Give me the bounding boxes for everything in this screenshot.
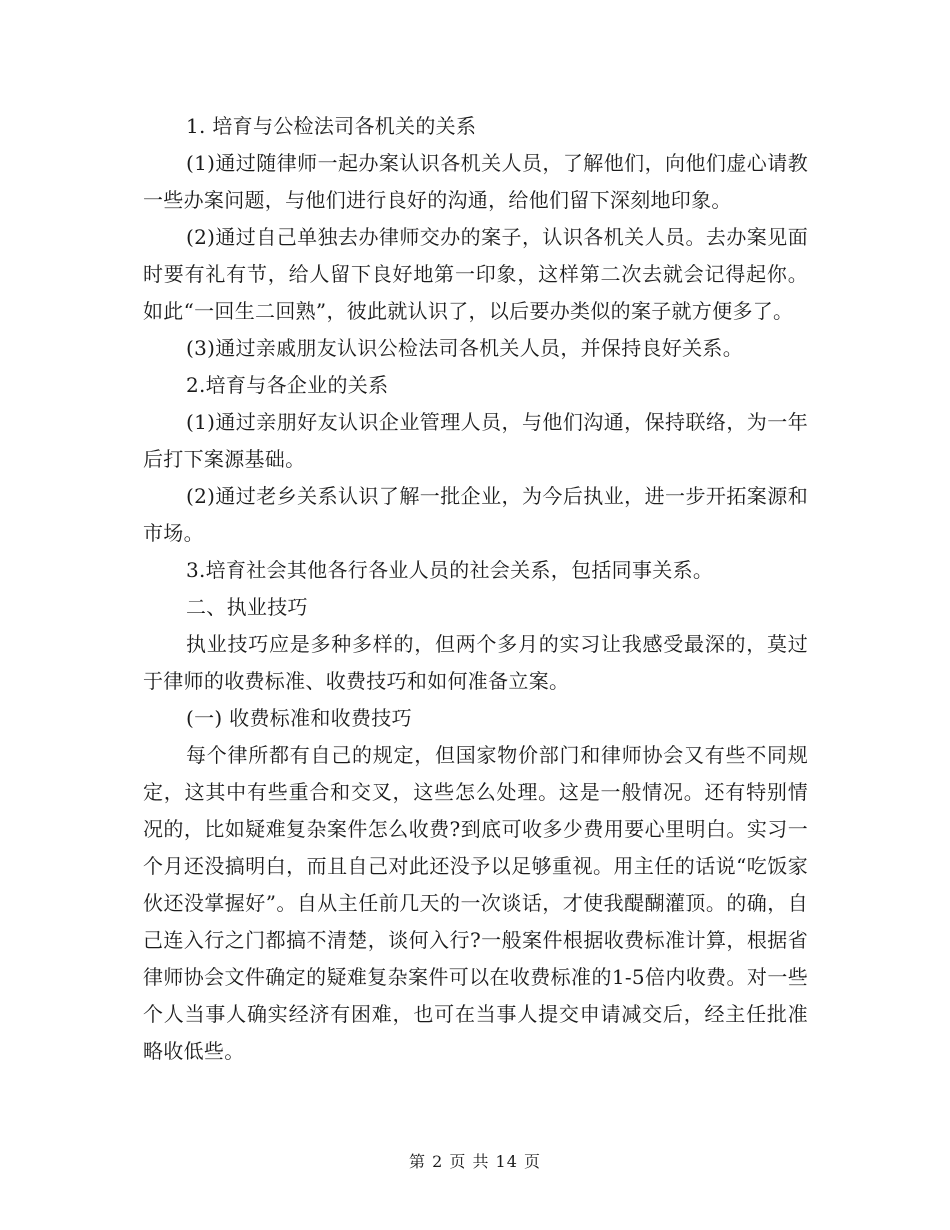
paragraph: (3)通过亲戚朋友认识公检法司各机关人员，并保持良好关系。: [186, 336, 744, 360]
section-heading: 1. 培育与公检法司各机关的关系: [186, 114, 477, 138]
paragraph: 3.培育社会其他各行各业人员的社会关系，包括同事关系。: [186, 558, 714, 582]
paragraph: 每个律所都有自己的规定，但国家物价部门和律师协会又有些不同规定，这其中有些重合和交叉，这些怎么处理。这是一般情况。还有特别情况的，比如疑难复杂案件怎么收费?到底可收多少费用要心里明白。实习一个月还没搞明白，而且自己对此还没予以足够重视。用主任的话说“吃饭家伙还没掌握好”。自从主任前几天的一次谈话，才使我醍醐灌顶。的确，自己连入行之门都搞不清楚，谈何入行?一般案件根据收费标准计算，根据省律师协会文件确定的疑难复杂案件可以在收费标准的1-5倍内收费。对一些个人当事人确实经济有困难，也可在当事人提交申请减交后，经主任批准略收低些。: [143, 743, 808, 1063]
paragraph: (2)通过老乡关系认识了解一批企业，为今后执业，进一步开拓案源和市场。: [143, 484, 808, 545]
section-heading: 二、执业技巧: [186, 595, 308, 619]
paragraph: (2)通过自己单独去办律师交办的案子，认识各机关人员。去办案见面时要有礼有节，给人留下良好地第一印象，这样第二次去就会记得起你。如此“一回生二回熟”，彼此就认识了，以后要办类似的案子就方便多了。: [143, 225, 808, 323]
document-body: [143, 108, 808, 1070]
section-heading: (一) 收费标准和收费技巧: [186, 706, 412, 730]
paragraph: (1)通过亲朋好友认识企业管理人员，与他们沟通，保持联络，为一年后打下案源基础。: [143, 410, 808, 471]
paragraph: (1)通过随律师一起办案认识各机关人员，了解他们，向他们虚心请教一些办案问题，与他们进行良好的沟通，给他们留下深刻地印象。: [143, 151, 808, 212]
page-number: 第 2 页 共 14 页: [409, 1152, 541, 1171]
section-heading: 2.培育与各企业的关系: [186, 373, 389, 397]
paragraph: 执业技巧应是多种多样的，但两个多月的实习让我感受最深的，莫过于律师的收费标准、收费技巧和如何准备立案。: [143, 632, 808, 693]
